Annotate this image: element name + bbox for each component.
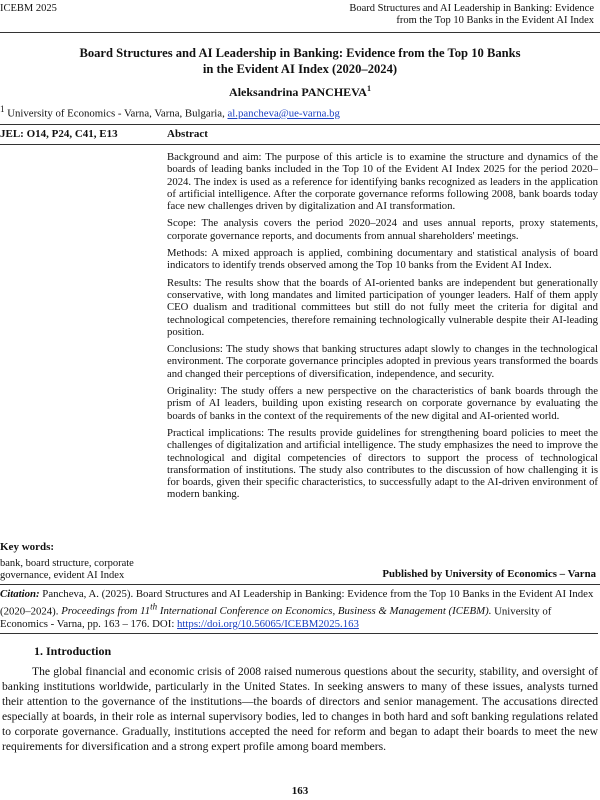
divider	[0, 144, 600, 145]
title-line1: Board Structures and AI Leadership in Banking: Evidence from the Top 10 Banks	[79, 46, 521, 60]
author-name: Aleksandrina PANCHEVA	[229, 85, 367, 99]
running-header	[0, 2, 600, 33]
abstract-body	[167, 151, 598, 506]
citation-block	[0, 588, 598, 634]
author-line	[0, 84, 600, 100]
header-title-line1: Board Structures and AI Leadership in Banking: Evidence	[349, 3, 594, 14]
abstract-paragraph: Conclusions: The study shows that banking structures adapt slowly to changes in the technological environment. The corporate governance principles adopted in previous years transformed the boards and changed their perceptions of diversification, independence, and security.	[167, 343, 598, 380]
abstract-paragraph: Practical implications: The results provide guidelines for strengthening board policies to meet the challenges of digitalization and artificial intelligence. The study emphasizes the need to improve the technological and digital competencies of directors to support the process of technological transformation of institutions. The study also contributes to the discussion of how challenging it is for boards, given their specific characteristics, to successfully adapt to the AI-driven environment of modern banking.	[167, 426, 598, 501]
abstract-paragraph: Background and aim: The purpose of this article is to examine the structure and dynamics of the boards of leading banks included in the Top 10 of the Evident AI Index 2025 for the period 2020–2024. The index is used as a reference for identifying banks recognized as leaders in the application of artificial intelligence. After the corporate governance reforms following 2008, bank boards today face new challenges driven by digitalization and AI transformation.	[167, 151, 598, 213]
keywords-list: bank, board structure, corporate governance, evident AI Index	[0, 558, 134, 582]
citation-text-2: University of Economics - Varna, pp. 163 – 176. DOI:	[0, 605, 552, 630]
section-heading: 1. Introduction	[34, 644, 112, 658]
citation-label: Citation:	[0, 588, 40, 600]
doi-link[interactable]: https://doi.org/10.56065/ICEBM2025.163	[177, 617, 359, 630]
proceedings-text-2: International Conference on Economics, Business & Management (ICEBM).	[157, 605, 492, 618]
affiliation-marker: 1	[0, 104, 5, 114]
abstract-paragraph: Results: The results show that the boards of AI-oriented banks are independent but generationally conservative, with long mandates and limited participation of younger leaders. Half of them apply CEO dualism and traditional committees but still do not fully meet the criteria for digital and technological competencies, therefore remaining technologically vulnerable despite their AI-leading position.	[167, 276, 598, 338]
author-email-link[interactable]: al.pancheva@ue-varna.bg	[227, 107, 340, 120]
jel-codes: JEL: O14, P24, C41, E13	[0, 128, 118, 140]
header-conference: ICEBM 2025	[0, 3, 57, 14]
keywords-block	[0, 541, 165, 583]
abstract-heading: Abstract	[167, 128, 208, 140]
keywords-heading: Key words:	[0, 541, 55, 553]
publisher-note: Published by University of Economics – Varna	[382, 568, 596, 580]
title-line2: in the Evident AI Index (2020–2024)	[202, 62, 398, 76]
affiliation	[0, 104, 600, 125]
page-number: 163	[291, 785, 309, 797]
citation-text: Pancheva, A. (2025). Board Structures and AI Leadership in Banking: Evidence from the Top 10 Banks in the Evident AI Index (2020–2024).	[0, 588, 594, 618]
proceedings-text: Proceedings from 11	[61, 605, 151, 618]
abstract-paragraph: Scope: The analysis covers the period 2020–2024 and uses annual reports, proxy statements, corporate governance reports, and documents from annual shareholders' meetings.	[167, 217, 598, 242]
intro-paragraph: The global financial and economic crisis of 2008 raised numerous questions about the security, stability, and oversight of banking institutions worldwide, particularly in the United States. In seeking answers to many of these issues, analysts turned their attention to the governance of the institutions—the boards of directors and senior management. The accusations directed especially at boards, in their role as internal supervisory bodies, led to changes in both hard and soft banking regulations related to corporate governance. Gradually, institutions accepted the need for reform and began to adapt their boards to meet the new requirements for diversification and a strong expert profile among board members.	[2, 665, 598, 753]
affiliation-text: University of Economics - Varna, Varna, Bulgaria,	[7, 107, 225, 120]
divider	[0, 584, 600, 585]
abstract-paragraph: Methods: A mixed approach is applied, combining documentary and statistical analysis of board indicators to identify trends observed among the Top 10 banks from the Evident AI Index.	[167, 247, 598, 272]
paper-title	[40, 45, 560, 77]
jel-abstract-row	[0, 128, 600, 142]
header-title-line2: from the Top 10 Banks in the Evident AI Index	[396, 15, 594, 26]
header-short-title	[349, 3, 594, 27]
citation-proceedings	[61, 601, 492, 618]
author-sup: 1	[366, 84, 371, 93]
abstract-paragraph: Originality: The study offers a new perspective on the characteristics of bank boards through the prism of AI leaders, building upon existing research on corporate governance by evaluating the boards of banks in the context of the requirements of the new digital and AI-oriented world.	[167, 385, 598, 422]
proceedings-sup: th	[150, 601, 158, 612]
